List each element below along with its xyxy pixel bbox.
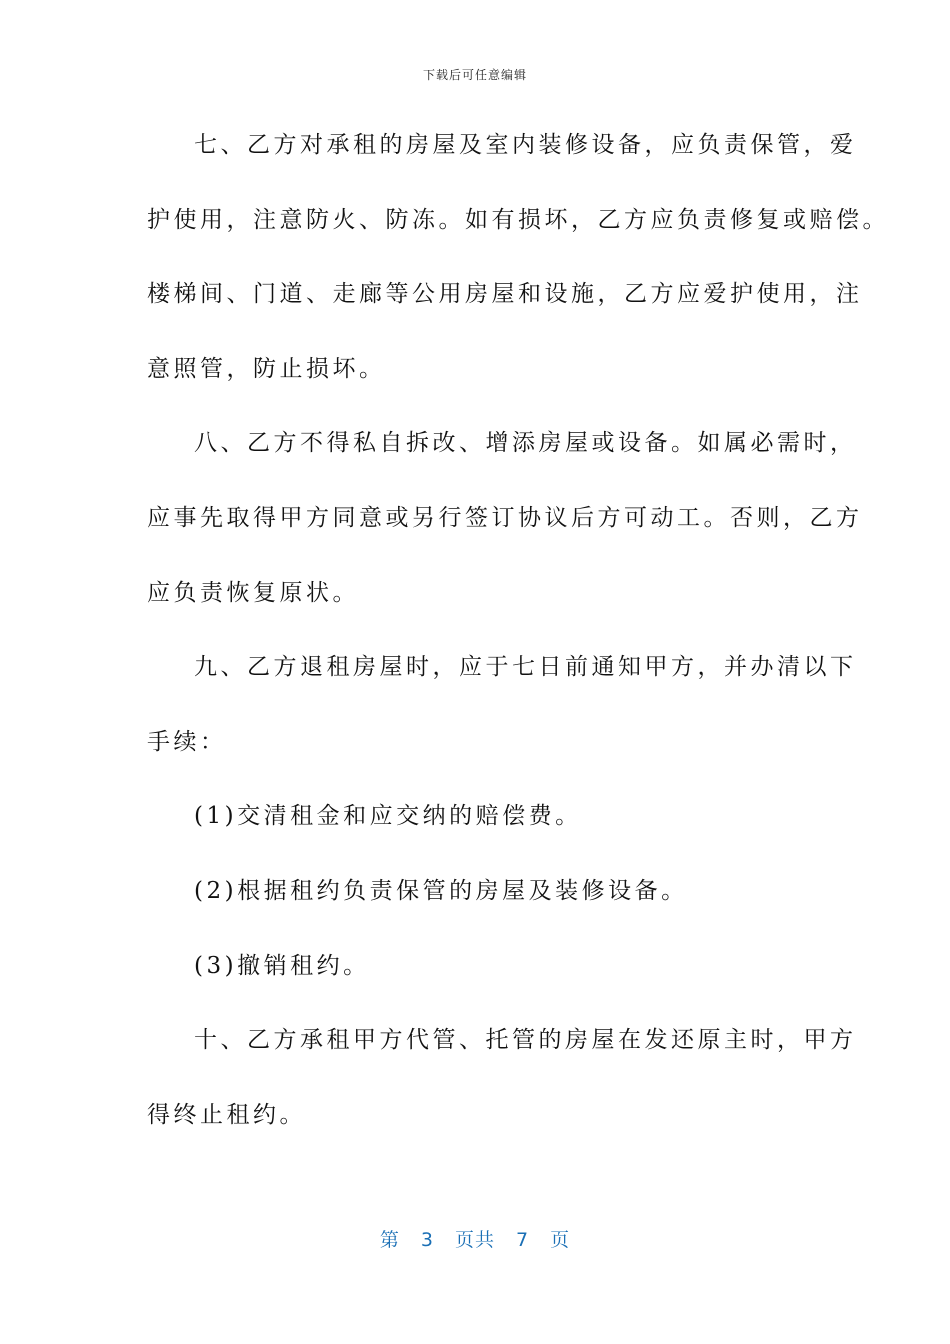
paragraph-line: 十、乙方承租甲方代管、托管的房屋在发还原主时，甲方 bbox=[194, 1027, 857, 1054]
paragraph-line: 护使用，注意防火、防冻。如有损坏，乙方应负责修复或赔偿。 bbox=[147, 206, 889, 233]
paragraph-line: 应事先取得甲方同意或另行签订协议后方可动工。否则，乙方 bbox=[147, 504, 863, 531]
paragraph-line: 手续： bbox=[147, 728, 227, 755]
list-item: (2)根据租约负责保管的房屋及装修设备。 bbox=[194, 877, 688, 904]
paragraph-line: 意照管，防止损坏。 bbox=[147, 355, 386, 382]
document-body bbox=[147, 125, 889, 1169]
paragraph-line: 应负责恢复原状。 bbox=[147, 579, 359, 606]
paragraph-line: 楼梯间、门道、走廊等公用房屋和设施，乙方应爱护使用，注 bbox=[147, 281, 863, 308]
page-number-footer: 第 3 页共 7 页 bbox=[379, 1229, 571, 1251]
paragraph-line: 八、乙方不得私自拆改、增添房屋或设备。如属必需时， bbox=[194, 430, 857, 457]
paragraph-line: 得终止租约。 bbox=[147, 1101, 306, 1128]
list-item: (1)交清租金和应交纳的赔偿费。 bbox=[194, 803, 582, 830]
paragraph-line: 九、乙方退租房屋时，应于七日前通知甲方，并办清以下 bbox=[194, 654, 857, 681]
list-item: (3)撤销租约。 bbox=[194, 952, 370, 979]
paragraph-line: 七、乙方对承租的房屋及室内装修设备，应负责保管，爱 bbox=[194, 132, 857, 158]
page-header: 下载后可任意编辑 bbox=[422, 68, 527, 82]
